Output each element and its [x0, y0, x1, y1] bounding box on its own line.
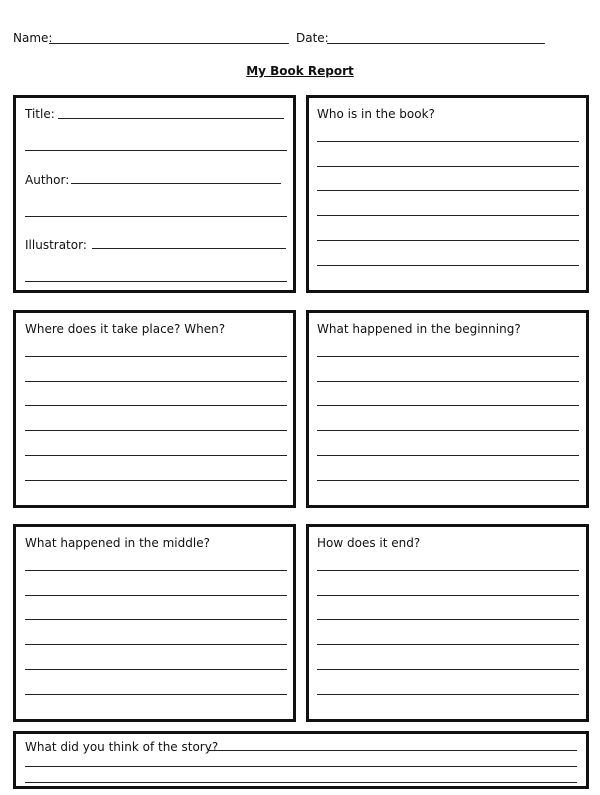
answer-line[interactable] [317, 455, 579, 456]
answer-line[interactable] [25, 455, 287, 456]
setting-prompt: Where does it take place? When? [25, 322, 226, 336]
opinion-box [13, 731, 589, 789]
answer-line[interactable] [317, 356, 579, 357]
answer-line[interactable] [25, 694, 287, 695]
answer-line[interactable] [317, 405, 579, 406]
ending-box [306, 524, 589, 722]
opinion-prompt: What did you think of the story? [25, 740, 219, 754]
answer-line[interactable] [25, 669, 287, 670]
answer-line[interactable] [25, 782, 577, 783]
beginning-box [306, 310, 589, 508]
answer-line[interactable] [25, 595, 287, 596]
answer-line[interactable] [317, 430, 579, 431]
answer-line[interactable] [25, 381, 287, 382]
title-field[interactable] [58, 118, 284, 119]
answer-line[interactable] [317, 480, 579, 481]
answer-line[interactable] [317, 619, 579, 620]
answer-line[interactable] [317, 190, 579, 191]
illustrator-field[interactable] [92, 248, 286, 249]
answer-line[interactable] [317, 265, 579, 266]
answer-line[interactable] [317, 240, 579, 241]
answer-line[interactable] [317, 166, 579, 167]
answer-line[interactable] [25, 356, 287, 357]
answer-line[interactable] [317, 694, 579, 695]
page-title: My Book Report [246, 64, 354, 78]
characters-prompt: Who is in the book? [317, 107, 435, 121]
author-field[interactable] [71, 183, 281, 184]
answer-line[interactable] [25, 619, 287, 620]
title-label: Title: [25, 107, 55, 121]
answer-line[interactable] [25, 570, 287, 571]
beginning-prompt: What happened in the beginning? [317, 322, 521, 336]
answer-line[interactable] [25, 480, 287, 481]
answer-line[interactable] [317, 644, 579, 645]
answer-line[interactable] [25, 430, 287, 431]
answer-line[interactable] [25, 644, 287, 645]
author-label: Author: [25, 173, 70, 187]
opinion-field[interactable] [209, 750, 577, 751]
answer-line[interactable] [25, 766, 577, 767]
answer-line[interactable] [317, 215, 579, 216]
middle-prompt: What happened in the middle? [25, 536, 210, 550]
answer-line[interactable] [317, 669, 579, 670]
name-label: Name: [13, 31, 53, 45]
answer-line[interactable] [317, 381, 579, 382]
book-info-box [13, 95, 296, 293]
name-field[interactable] [49, 43, 289, 44]
date-field[interactable] [327, 43, 545, 44]
setting-box [13, 310, 296, 508]
ending-prompt: How does it end? [317, 536, 421, 550]
answer-line[interactable] [317, 570, 579, 571]
answer-line[interactable] [317, 141, 579, 142]
characters-box [306, 95, 589, 293]
date-label: Date: [296, 31, 329, 45]
answer-line[interactable] [25, 405, 287, 406]
title-continuation-line[interactable] [25, 150, 287, 151]
answer-line[interactable] [317, 595, 579, 596]
middle-box [13, 524, 296, 722]
illustrator-continuation-line[interactable] [25, 281, 287, 282]
author-continuation-line[interactable] [25, 216, 287, 217]
illustrator-label: Illustrator: [25, 238, 87, 252]
